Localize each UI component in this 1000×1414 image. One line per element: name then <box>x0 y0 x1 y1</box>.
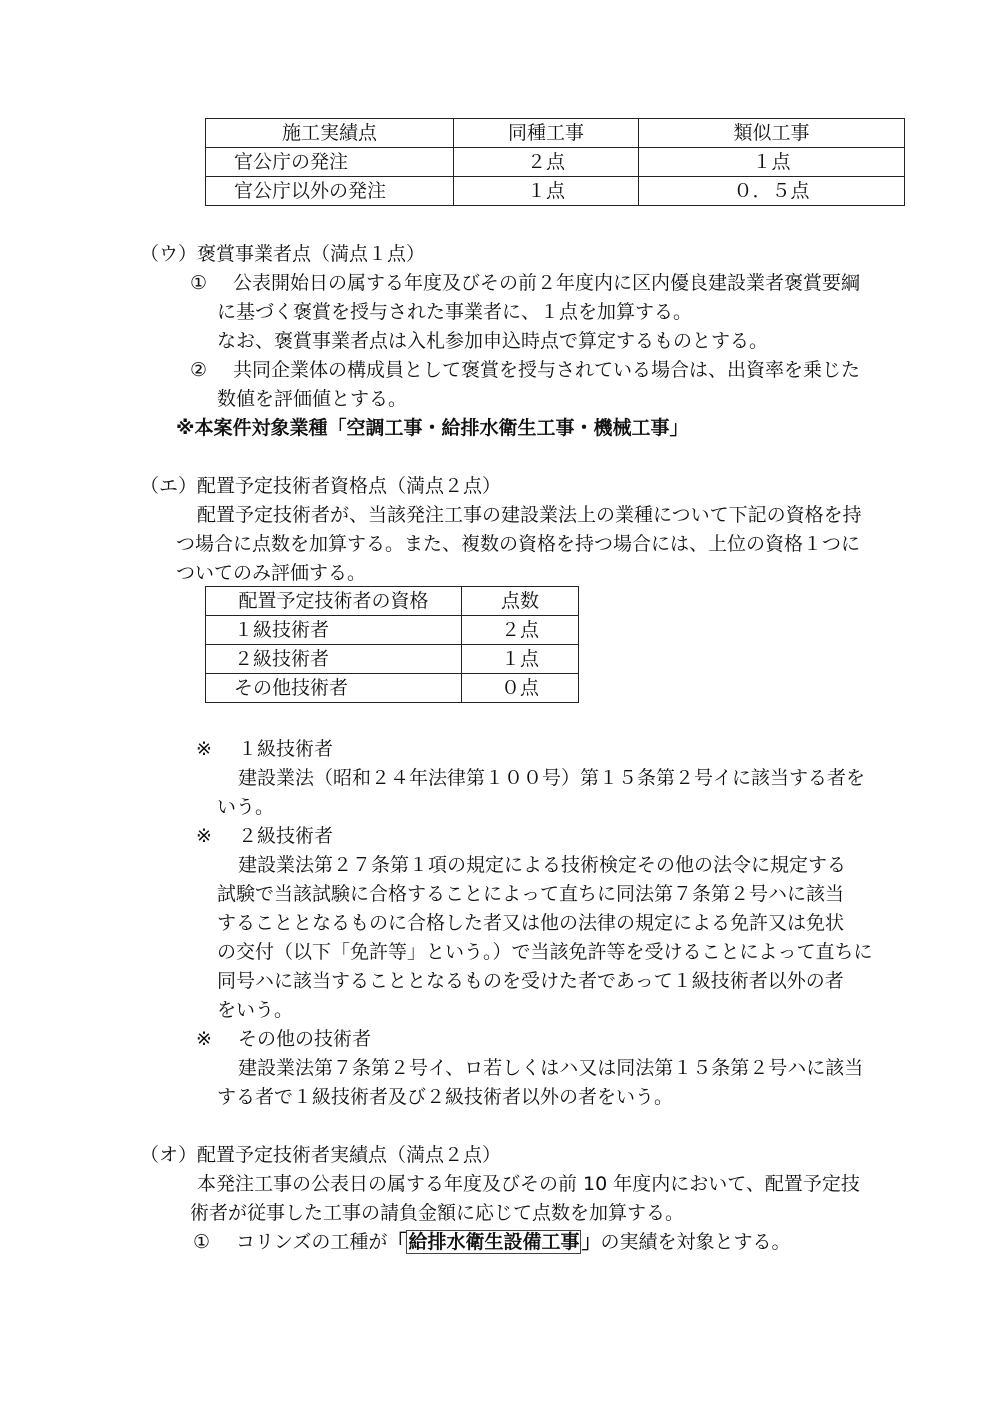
table-cell: １点 <box>454 177 639 206</box>
note-title: ２級技術者 <box>238 825 334 847</box>
item-text: コリンズの工種が <box>236 1231 388 1253</box>
table-row <box>206 148 905 177</box>
table-header-cell: 配置予定技術者の資格 <box>206 587 462 616</box>
table-cell: ２級技術者 <box>206 645 462 674</box>
table-header-row <box>206 587 579 616</box>
paragraph-line: する者で１級技術者及び２級技術者以外の者をいう。 <box>217 1086 674 1108</box>
table-cell: その他技術者 <box>206 674 462 703</box>
paragraph-line: に基づく褒賞を授与された事業者に、１点を加算する。 <box>217 301 693 323</box>
target-category-note: ※本案件対象業種「空調工事・給排水衛生工事・機械工事」 <box>176 417 689 439</box>
bracket-close: 」 <box>581 1231 601 1253</box>
paragraph-line: 同号ハに該当することとなるものを受けた者であって１級技術者以外の者 <box>217 970 844 992</box>
paragraph-line: することとなるものに合格した者又は他の法律の規定による免許又は免状 <box>217 912 845 934</box>
table-cell: 官公庁の発注 <box>206 148 454 177</box>
paragraph-line: 本発注工事の公表日の属する年度及びその前 10 年度内において、配置予定技 <box>197 1173 860 1195</box>
table-row <box>206 674 579 703</box>
paragraph-line: 建設業法（昭和２４年法律第１００号）第１５条第２号イに該当する者を <box>238 767 866 789</box>
paragraph-line: 共同企業体の構成員として褒賞を授与されている場合は、出資率を乗じた <box>233 359 861 381</box>
paragraph-line: 配置予定技術者が、当該発注工事の建設業法上の業種について下記の資格を持 <box>197 504 862 526</box>
table-row <box>206 616 579 645</box>
table-cell: 官公庁以外の発注 <box>206 177 454 206</box>
paragraph-line: 術者が従事した工事の請負金額に応じて点数を加算する。 <box>190 1202 685 1224</box>
table-cell: １点 <box>462 645 579 674</box>
paragraph-line: いう。 <box>217 796 275 818</box>
paragraph-line: つ場合に点数を加算する。また、複数の資格を持つ場合には、上位の資格１つに <box>176 533 861 555</box>
table-row <box>206 645 579 674</box>
table-cell: １点 <box>639 148 905 177</box>
paragraph-line: 試験で当該試験に合格することによって直ちに同法第７条第２号ハに該当 <box>217 883 845 905</box>
table-cell: １級技術者 <box>206 616 462 645</box>
table-header-cell: 類似工事 <box>639 119 905 148</box>
table-cell: ２点 <box>462 616 579 645</box>
note-title: その他の技術者 <box>238 1028 372 1050</box>
paragraph-line: 建設業法第７条第２号イ、ロ若しくはハ又は同法第１５条第２号ハに該当 <box>238 1057 864 1079</box>
table-header-cell: 同種工事 <box>454 119 639 148</box>
table-header-row <box>206 119 905 148</box>
note-mark: ※ <box>196 825 212 847</box>
performance-points-table <box>205 118 905 206</box>
note-mark: ※ <box>196 738 212 760</box>
paragraph-line: 数値を評価値とする。 <box>217 388 408 410</box>
table-row <box>206 177 905 206</box>
table-cell: ０点 <box>462 674 579 703</box>
list-number: ① <box>190 272 208 294</box>
item-text: の実績を対象とする。 <box>600 1231 791 1253</box>
table-header-cell: 施工実績点 <box>206 119 454 148</box>
table-cell: ２点 <box>454 148 639 177</box>
qualification-points-table <box>205 586 579 703</box>
section-heading-u: （ウ）褒賞事業者点（満点１点） <box>140 243 426 265</box>
paragraph-line: の交付（以下「免許等」という。）で当該免許等を受けることによって直ちに <box>217 941 873 963</box>
paragraph-line: 公表開始日の属する年度及びその前２年度内に区内優良建設業者褒賞要綱 <box>233 272 861 294</box>
list-number: ② <box>190 359 208 381</box>
paragraph-line: ついてのみ評価する。 <box>176 562 367 584</box>
table-header-cell: 点数 <box>462 587 579 616</box>
section-heading-o: （オ）配置予定技術者実績点（満点２点） <box>140 1144 502 1166</box>
highlighted-work-type: 給排水衛生設備工事 <box>408 1231 580 1253</box>
list-number: ① <box>193 1231 211 1253</box>
section-heading-e: （エ）配置予定技術者資格点（満点２点） <box>140 475 502 497</box>
paragraph-line <box>236 1228 791 1256</box>
note-mark: ※ <box>196 1028 212 1050</box>
table-cell: ０．５点 <box>639 177 905 206</box>
paragraph-line: 建設業法第２７条第１項の規定による技術検定その他の法令に規定する <box>238 854 847 876</box>
paragraph-line: なお、褒賞事業者点は入札参加申込時点で算定するものとする。 <box>217 330 769 352</box>
note-title: １級技術者 <box>238 738 334 760</box>
paragraph-line: をいう。 <box>217 999 294 1021</box>
bracket-open: 「 <box>387 1231 407 1253</box>
